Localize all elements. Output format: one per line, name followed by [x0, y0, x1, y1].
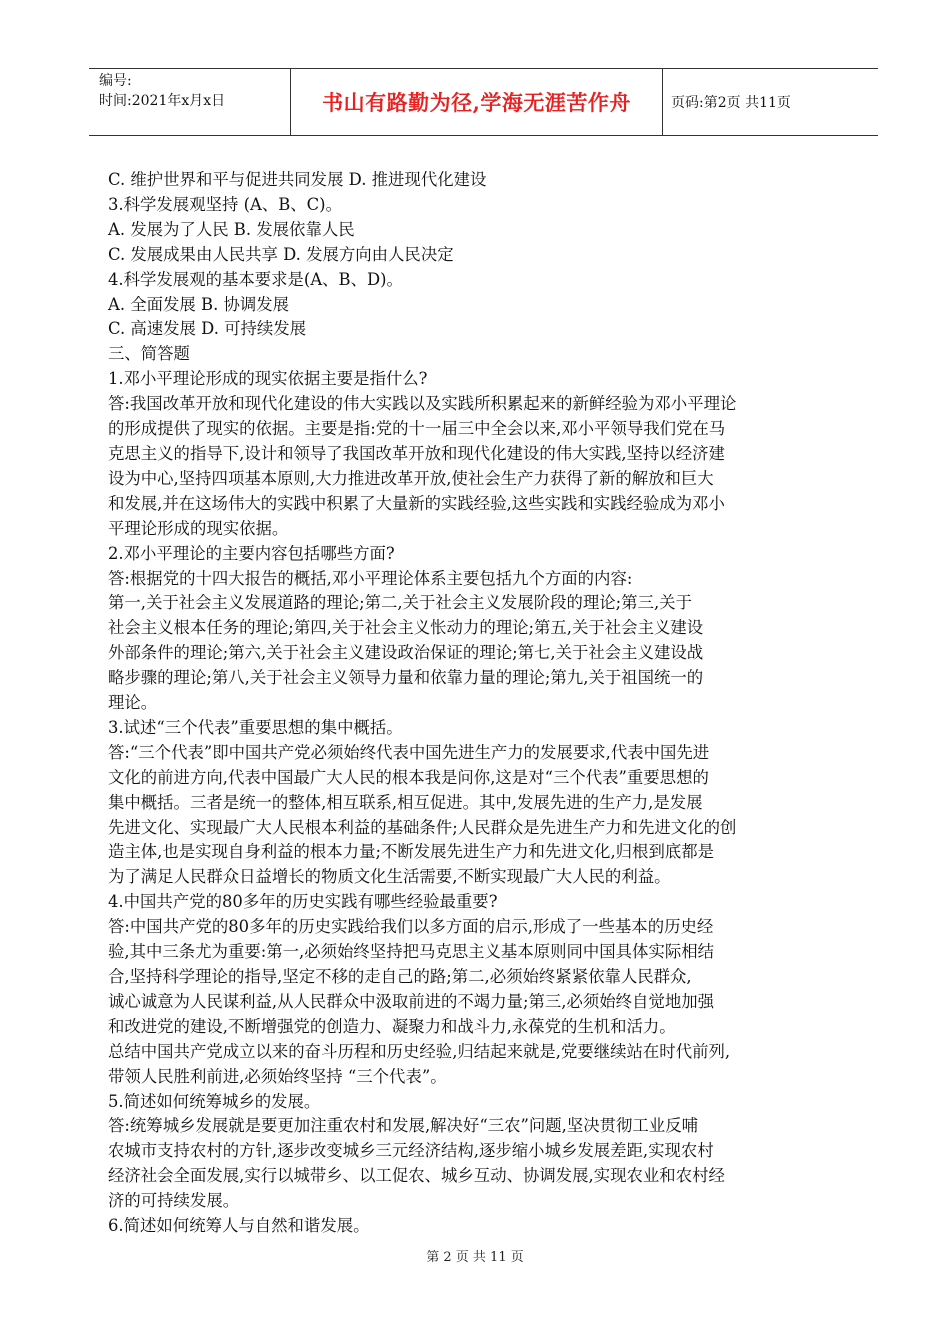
text-line: 6.简述如何统筹人与自然和谐发展。: [108, 1216, 370, 1236]
text-line: A. 全面发展 B. 协调发展: [108, 294, 290, 314]
text-line: 克思主义的指导下,设计和领导了我国改革开放和现代化建设的伟大实践,坚持以经济建: [108, 443, 725, 463]
time-label: 时间:2021年x月x日: [99, 93, 226, 109]
text-line: 总结中国共产党成立以来的奋斗历程和历史经验,归结起来就是,党要继续站在时代前列,: [108, 1041, 731, 1061]
text-line: 和改进党的建设,不断增强党的创造力、凝聚力和战斗力,永葆党的生机和活力。: [108, 1016, 676, 1036]
document-body: [108, 168, 860, 1239]
text-line: 农城市支持农村的方针,逐步改变城乡三元经济结构,逐步缩小城乡发展差距,实现农村: [108, 1141, 714, 1161]
text-line: 验,其中三条尤为重要:第一,必须始终坚持把马克思主义基本原则同中国具体实际相结: [108, 942, 715, 962]
text-line: 答:中国共产党的80多年的历史实践给我们以多方面的启示,形成了一些基本的历史经: [108, 917, 714, 937]
text-line: 5.简述如何统筹城乡的发展。: [108, 1091, 321, 1111]
text-line: 先进文化、实现最广大人民根本利益的基础条件;人民群众是先进生产力和先进文化的创: [108, 817, 737, 837]
text-line: 和发展,并在这场伟大的实践中积累了大量新的实践经验,这些实践和实践经验成为邓小: [108, 493, 725, 513]
text-line: 济的可持续发展。: [108, 1191, 240, 1211]
text-line: 答:“三个代表”即中国共产党必须始终代表中国先进生产力的发展要求,代表中国先进: [108, 742, 710, 762]
header-page-label: 页码:第2页 共11页: [671, 95, 791, 111]
text-line: 经济社会全面发展,实行以城带乡、以工促农、城乡互动、协调发展,实现农业和农村经: [108, 1166, 725, 1186]
text-line: 外部条件的理论;第六,关于社会主义建设政治保证的理论;第七,关于社会主义建设战: [108, 643, 704, 663]
text-line: C. 维护世界和平与促进共同发展 D. 推进现代化建设: [108, 170, 487, 189]
text-line: 文化的前进方向,代表中国最广大人民的根本我是问你,这是对“三个代表”重要思想的: [108, 767, 709, 787]
text-line: 4.科学发展观的基本要求是(A、B、D)。: [108, 269, 403, 289]
text-line: 第一,关于社会主义发展道路的理论;第二,关于社会主义发展阶段的理论;第三,关于: [108, 593, 692, 613]
text-line: 社会主义根本任务的理论;第四,关于社会主义怅动力的理论;第五,关于社会主义建设: [108, 618, 704, 638]
header-page-cell: [663, 69, 878, 135]
text-line: 2.邓小平理论的主要内容包括哪些方面?: [108, 543, 395, 563]
text-line: 3.科学发展观坚持 (A、B、C)。: [108, 194, 342, 214]
header-motto-cell: [291, 69, 663, 135]
text-line: 3.试述“三个代表”重要思想的集中概括。: [108, 717, 403, 737]
text-line: 造主体,也是实现自身利益的根本力量;不断发展先进生产力和先进文化,归根到底都是: [108, 842, 715, 862]
text-line: 答:根据党的十四大报告的概括,邓小平理论体系主要包括九个方面的内容:: [108, 568, 633, 588]
text-line: 合,坚持科学理论的指导,坚定不移的走自己的路;第二,必须始终紧紧依靠人民群众,: [108, 967, 692, 986]
text-line: 答:统筹城乡发展就是要更加注重农村和发展,解决好“三农”问题,坚决贯彻工业反哺: [108, 1116, 698, 1136]
text-line: 理论。: [108, 693, 158, 713]
text-line: 的形成提供了现实的依据。主要是指:党的十一届三中全会以来,邓小平领导我们党在马: [108, 419, 726, 439]
header-motto: 书山有路勤为径,学海无涯苦作舟: [322, 90, 631, 115]
text-line: 1.邓小平理论形成的现实依据主要是指什么?: [108, 369, 428, 389]
text-line: 三、简答题: [108, 344, 190, 364]
text-line: 集中概括。三者是统一的整体,相互联系,相互促进。其中,发展先进的生产力,是发展: [108, 792, 703, 812]
text-line: 答:我国改革开放和现代化建设的伟大实践以及实践所积累起来的新鲜经验为邓小平理论: [108, 394, 737, 414]
header-meta: [89, 69, 291, 135]
footer-page-number: 第 2 页 共 11 页: [426, 1250, 524, 1265]
page-footer: [0, 1246, 950, 1265]
text-line: 平理论形成的现实依据。: [108, 518, 289, 538]
text-line: 设为中心,坚持四项基本原则,大力推进改革开放,使社会生产力获得了新的解放和巨大: [108, 468, 714, 488]
text-line: 带领人民胜利前进,必须始终坚持 “三个代表”。: [108, 1066, 447, 1086]
text-line: 略步骤的理论;第八,关于社会主义领导力量和依靠力量的理论;第九,关于祖国统一的: [108, 668, 704, 688]
text-line: 诚心诚意为人民谋利益,从人民群众中汲取前进的不竭力量;第三,必须始终自觉地加强: [108, 991, 715, 1011]
text-line: 为了满足人民群众日益增长的物质文化生活需要,不断实现最广大人民的利益。: [108, 867, 671, 887]
text-line: C. 发展成果由人民共享 D. 发展方向由人民决定: [108, 244, 454, 264]
page-header: [89, 68, 878, 136]
number-label: 编号:: [99, 73, 132, 89]
text-line: C. 高速发展 D. 可持续发展: [108, 319, 307, 339]
text-line: 4.中国共产党的80多年的历史实践有哪些经验最重要?: [108, 892, 498, 912]
text-line: A. 发展为了人民 B. 发展依靠人民: [108, 219, 355, 239]
